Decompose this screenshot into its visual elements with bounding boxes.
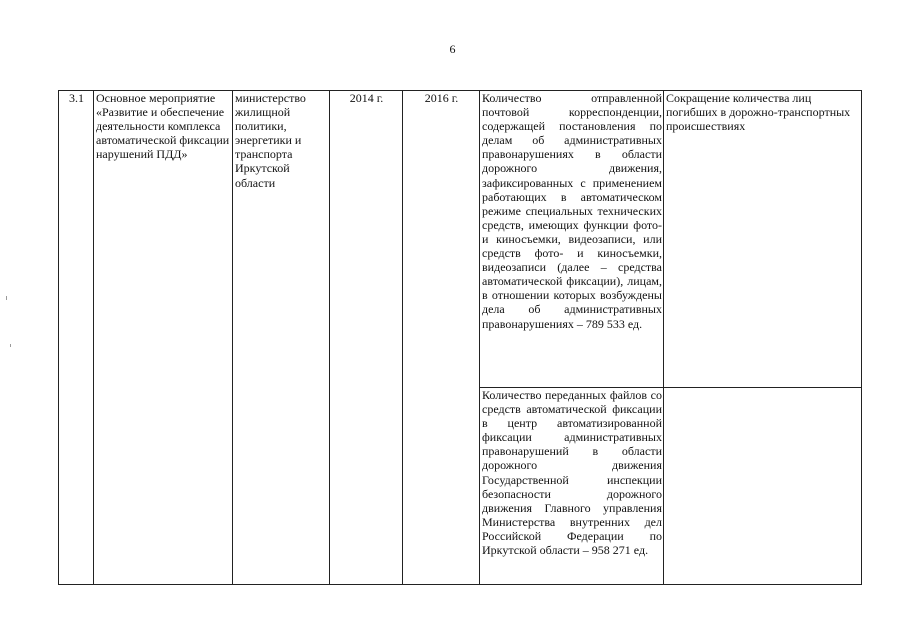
responsible-executor: министерство жилищной политики, энергетики и транспорта Иркутской области	[233, 91, 330, 585]
end-year: 2016 г.	[403, 91, 480, 585]
expected-result: Сокращение количества лиц погибших в дорожно-транспортных происшествиях	[664, 91, 862, 388]
table-row	[59, 91, 862, 388]
row-number: 3.1	[59, 91, 94, 585]
program-activities-table	[58, 90, 862, 585]
scan-mark	[10, 344, 11, 347]
page-number: 6	[449, 42, 456, 56]
indicator-files-count: Количество переданных файлов со средств автоматической фиксации в центр автоматизированной фиксации административных правонарушений в области дорожного движения Государственной инспекции безопасности дорожного движения Главного управления Министерства внутренних дел Российской Федерации по Иркутской области – 958 271 ед.	[480, 388, 664, 585]
indicator-mail-count: Количество отправленной почтовой корреспонденции, содержащей постановления по делам об административных правонарушениях в области дорожного движения, зафиксированных с применением работающих в автоматическом режиме специальных технических средств, имеющих функции фото- и киносъемки, видеозаписи, или средств фото- и киносъемки, видеозаписи (далее – средства автоматической фиксации), лицам, в отношении которых возбуждены дела об административных правонарушениях – 789 533 ед.	[480, 91, 664, 388]
empty-cell	[664, 388, 862, 585]
scan-mark	[6, 296, 7, 300]
activity-name: Основное мероприятие «Развитие и обеспечение деятельности комплекса автоматической фиксации нарушений ПДД»	[94, 91, 233, 585]
start-year: 2014 г.	[330, 91, 403, 585]
